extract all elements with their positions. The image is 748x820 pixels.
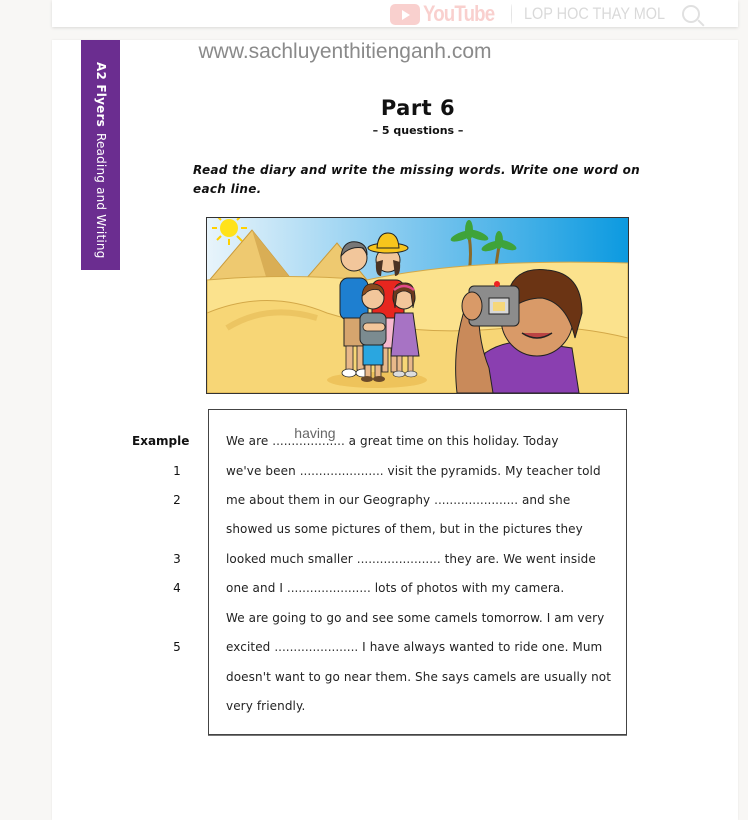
level-side-tab	[81, 40, 120, 270]
photographer-figure	[456, 270, 582, 393]
illustration-svg	[207, 218, 628, 393]
youtube-wordmark: YouTube	[423, 1, 495, 26]
channel-name: LOP HOC THAY MOL	[524, 4, 666, 23]
side-tab-paper: Reading and Writing	[94, 132, 108, 259]
example-answer-blank: ............. having ......	[272, 425, 345, 448]
diary-line-4: one and I ...................... lots of photos with my camera.	[226, 581, 565, 595]
watermark-divider	[511, 4, 512, 24]
diary-line-continuation-1: showed us some pictures of them, but in the pictures they	[226, 522, 583, 536]
worksheet-page	[52, 40, 738, 820]
side-tab-level: A2 Flyers	[94, 62, 108, 127]
site-url-text: www.sachluyenthitienganh.com	[198, 40, 492, 63]
diary-line-3: looked much smaller ...................... they are. We went inside	[226, 552, 596, 566]
question-number-5: 5	[173, 640, 181, 654]
diary-line-continuation-2: We are going to go and see some camels tomorrow. I am very	[226, 611, 605, 625]
answer-blank-3[interactable]: ......................	[356, 552, 441, 566]
question-number-1: 1	[173, 464, 181, 478]
part-title: Part 6	[380, 96, 456, 120]
question-number-3: 3	[173, 552, 181, 566]
desert-pyramids-illustration	[206, 217, 629, 394]
header-bar	[52, 0, 738, 27]
youtube-watermark	[390, 2, 700, 26]
answer-blank-5[interactable]: ......................	[274, 640, 359, 654]
site-url-watermark	[52, 40, 738, 64]
answer-blank-2[interactable]: ......................	[434, 493, 519, 507]
diary-line-continuation-4: very friendly.	[226, 699, 306, 713]
instructions: Read the diary and write the missing words. Write one word on each line.	[193, 163, 641, 196]
example-label: Example	[132, 434, 190, 448]
youtube-play-icon	[390, 4, 420, 25]
diary-line-example: We are ............. having ...... a great time on this holiday. Today	[226, 425, 559, 448]
answer-blank-4[interactable]: ......................	[286, 581, 371, 595]
side-tab-label	[94, 62, 108, 259]
question-number-2: 2	[173, 493, 181, 507]
question-number-4: 4	[173, 581, 181, 595]
diary-line-1: we've been ...................... visit the pyramids. My teacher told	[226, 464, 601, 478]
part-subtitle: – 5 questions –	[372, 124, 464, 137]
diary-line-2: me about them in our Geography ...................... and she	[226, 493, 571, 507]
search-icon	[682, 5, 700, 23]
diary-line-5: excited ...................... I have always wanted to ride one. Mum	[226, 640, 603, 654]
answer-blank-1[interactable]: ......................	[299, 464, 384, 478]
diary-text-box	[208, 409, 627, 735]
example-answer-word: having	[294, 425, 336, 441]
youtube-logo	[390, 1, 499, 27]
diary-line-continuation-3: doesn't want to go near them. She says camels are usually not	[226, 670, 612, 684]
